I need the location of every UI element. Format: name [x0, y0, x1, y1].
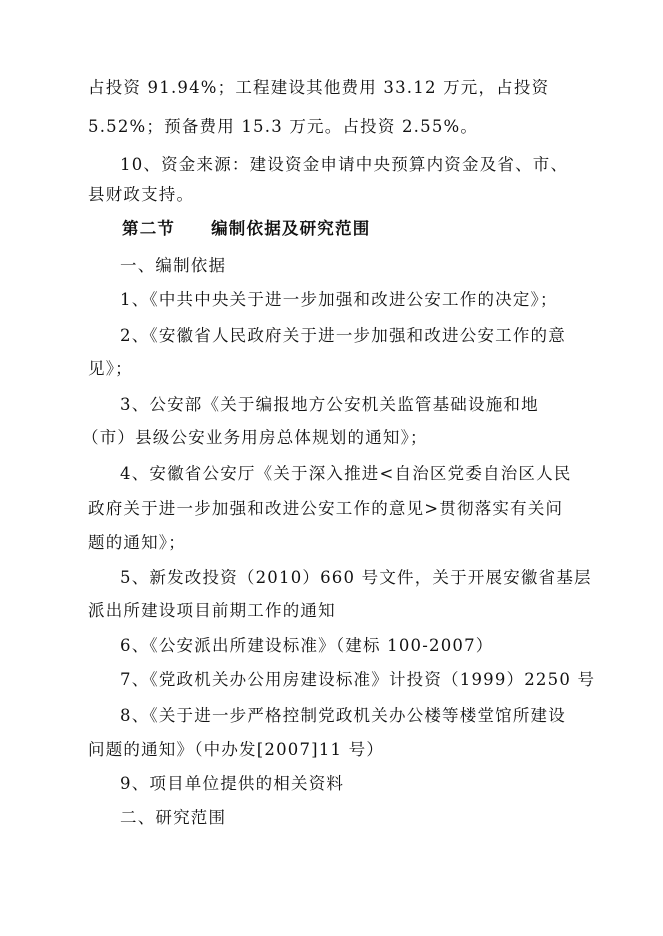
subheading: 一、编制依据 [120, 256, 227, 275]
paragraph-line: 10、资金来源：建设资金申请中央预算内资金及省、市、 [120, 155, 569, 174]
list-item: 1、《中共中央关于进一步加强和改进公安工作的决定》； [120, 290, 558, 309]
list-item: 5、新发改投资（2010）660 号文件，关于开展安徽省基层 [120, 568, 592, 587]
list-item-continuation: 问题的通知》（中办发[2007]11 号） [88, 740, 385, 759]
list-item: 9、项目单位提供的相关资料 [120, 774, 345, 793]
paragraph-line: 5.52%；预备费用 15.3 万元。占投资 2.55%。 [88, 117, 479, 136]
list-item: 2、《安徽省人民政府关于进一步加强和改进公安工作的意 [120, 326, 566, 345]
list-item-continuation: 见》； [88, 359, 133, 378]
list-item: 7、《党政机关办公用房建设标准》计投资（1999）2250 号 [120, 670, 596, 689]
list-item-continuation: 派出所建设项目前期工作的通知 [88, 601, 336, 620]
paragraph-line: 县财政支持。 [88, 185, 195, 204]
section-title: 编制依据及研究范围 [211, 219, 371, 238]
list-item: 6、《公安派出所建设标准》（建标 100-2007） [120, 636, 494, 655]
subheading: 二、研究范围 [120, 808, 227, 827]
list-item-continuation: 政府关于进一步加强和改进公安工作的意见>贯彻落实有关问 [88, 499, 564, 518]
section-heading [122, 219, 370, 239]
paragraph-line: 占投资 91.94%；工程建设其他费用 33.12 万元，占投资 [88, 78, 550, 97]
list-item-continuation: 题的通知》； [88, 533, 186, 552]
list-item: 8、《关于进一步严格控制党政机关办公楼等楼堂馆所建设 [120, 706, 566, 725]
section-number: 第二节 [122, 219, 176, 238]
list-item-continuation: （市）县级公安业务用房总体规划的通知》； [82, 428, 428, 447]
list-item: 3、公安部《关于编报地方公安机关监管基础设施和地 [120, 395, 539, 414]
list-item: 4、安徽省公安厅《关于深入推进<自治区党委自治区人民 [120, 464, 572, 483]
